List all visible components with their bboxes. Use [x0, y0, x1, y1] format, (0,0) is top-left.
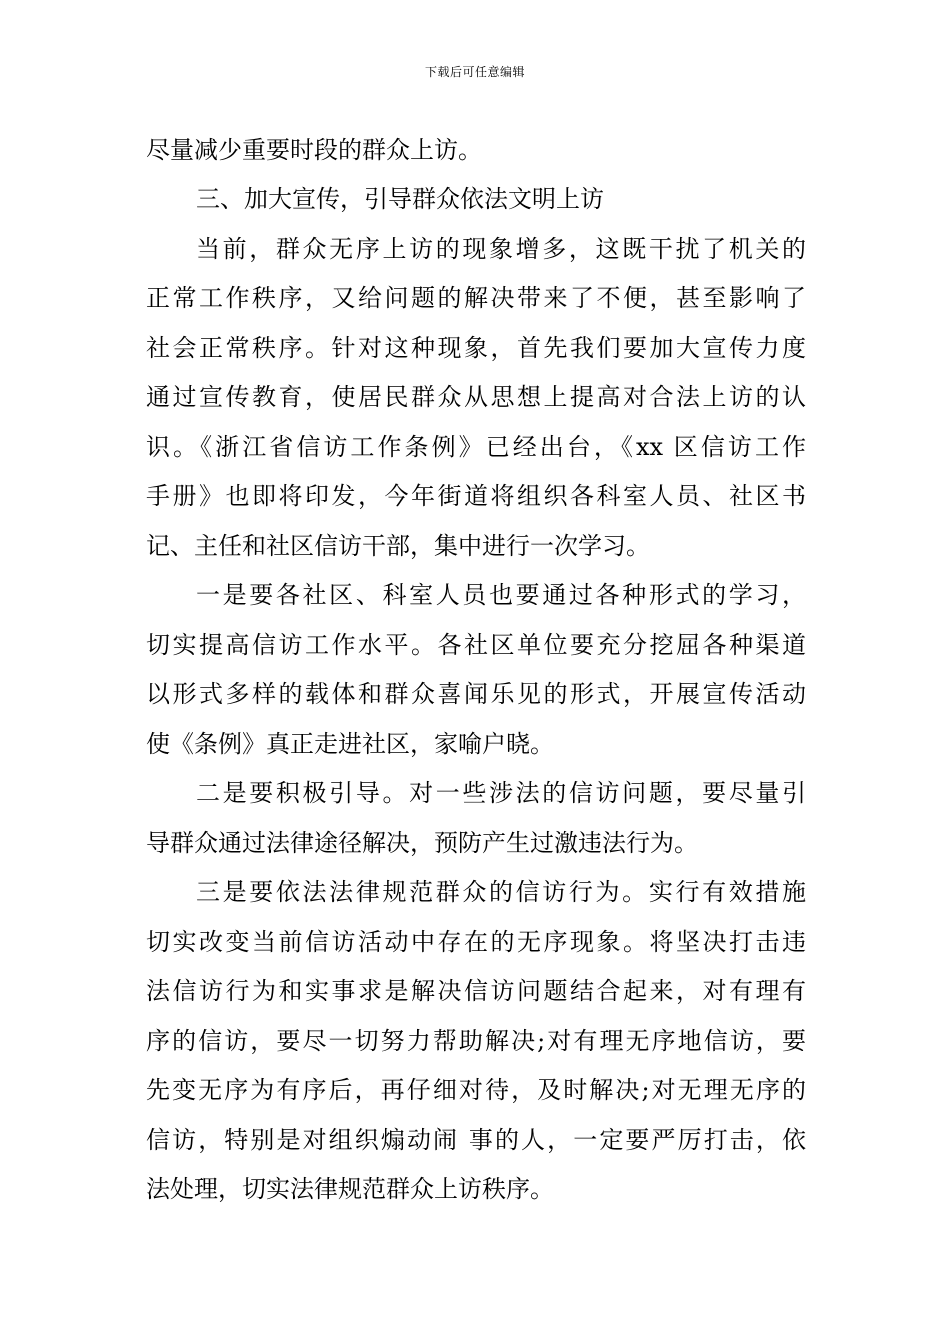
- text-line-21: 信访，特别是对组织煽动闹 事的人，一定要严厉打击，依: [146, 1126, 806, 1154]
- text-line-7: 识。《浙江省信访工作条例》已经出台，《xx 区信访工作: [146, 433, 806, 461]
- text-line-3: 当前，群众无序上访的现象增多，这既干扰了机关的: [196, 235, 806, 263]
- section-heading-3: 三、加大宣传，引导群众依法文明上访: [196, 185, 604, 213]
- text-line-13: 使《条例》真正走进社区，家喻户晓。: [146, 730, 554, 758]
- text-line-10: 一是要各社区、科室人员也要通过各种形式的学习，: [196, 581, 806, 609]
- text-line-5: 社会正常秩序。针对这种现象，首先我们要加大宣传力度: [146, 334, 806, 362]
- text-line-22: 法处理，切实法律规范群众上访秩序。: [146, 1175, 554, 1203]
- text-line-15: 导群众通过法律途径解决，预防产生过激违法行为。: [146, 829, 698, 857]
- text-line-14: 二是要积极引导。对一些涉法的信访问题，要尽量引: [196, 779, 806, 807]
- text-line-1: 尽量减少重要时段的群众上访。: [146, 136, 482, 164]
- text-line-19: 序的信访，要尽一切努力帮助解决;对有理无序地信访，要: [146, 1027, 806, 1055]
- text-line-9: 记、主任和社区信访干部，集中进行一次学习。: [146, 532, 650, 560]
- text-line-18: 法信访行为和实事求是解决信访问题结合起来，对有理有: [146, 977, 806, 1005]
- page-header-note: 下载后可任意编辑: [424, 65, 525, 79]
- text-line-20: 先变无序为有序后，再仔细对待，及时解决;对无理无序的: [146, 1076, 806, 1104]
- text-line-4: 正常工作秩序，又给问题的解决带来了不便，甚至影响了: [146, 284, 806, 312]
- text-line-8: 手册》也即将印发，今年街道将组织各科室人员、社区书: [146, 482, 806, 510]
- text-line-12: 以形式多样的载体和群众喜闻乐见的形式，开展宣传活动: [146, 680, 806, 708]
- text-line-16: 三是要依法法律规范群众的信访行为。实行有效措施: [196, 878, 806, 906]
- text-line-17: 切实改变当前信访活动中存在的无序现象。将坚决打击违: [146, 928, 806, 956]
- text-line-6: 通过宣传教育，使居民群众从思想上提高对合法上访的认: [146, 383, 806, 411]
- text-line-11: 切实提高信访工作水平。各社区单位要充分挖屈各种渠道: [146, 631, 806, 659]
